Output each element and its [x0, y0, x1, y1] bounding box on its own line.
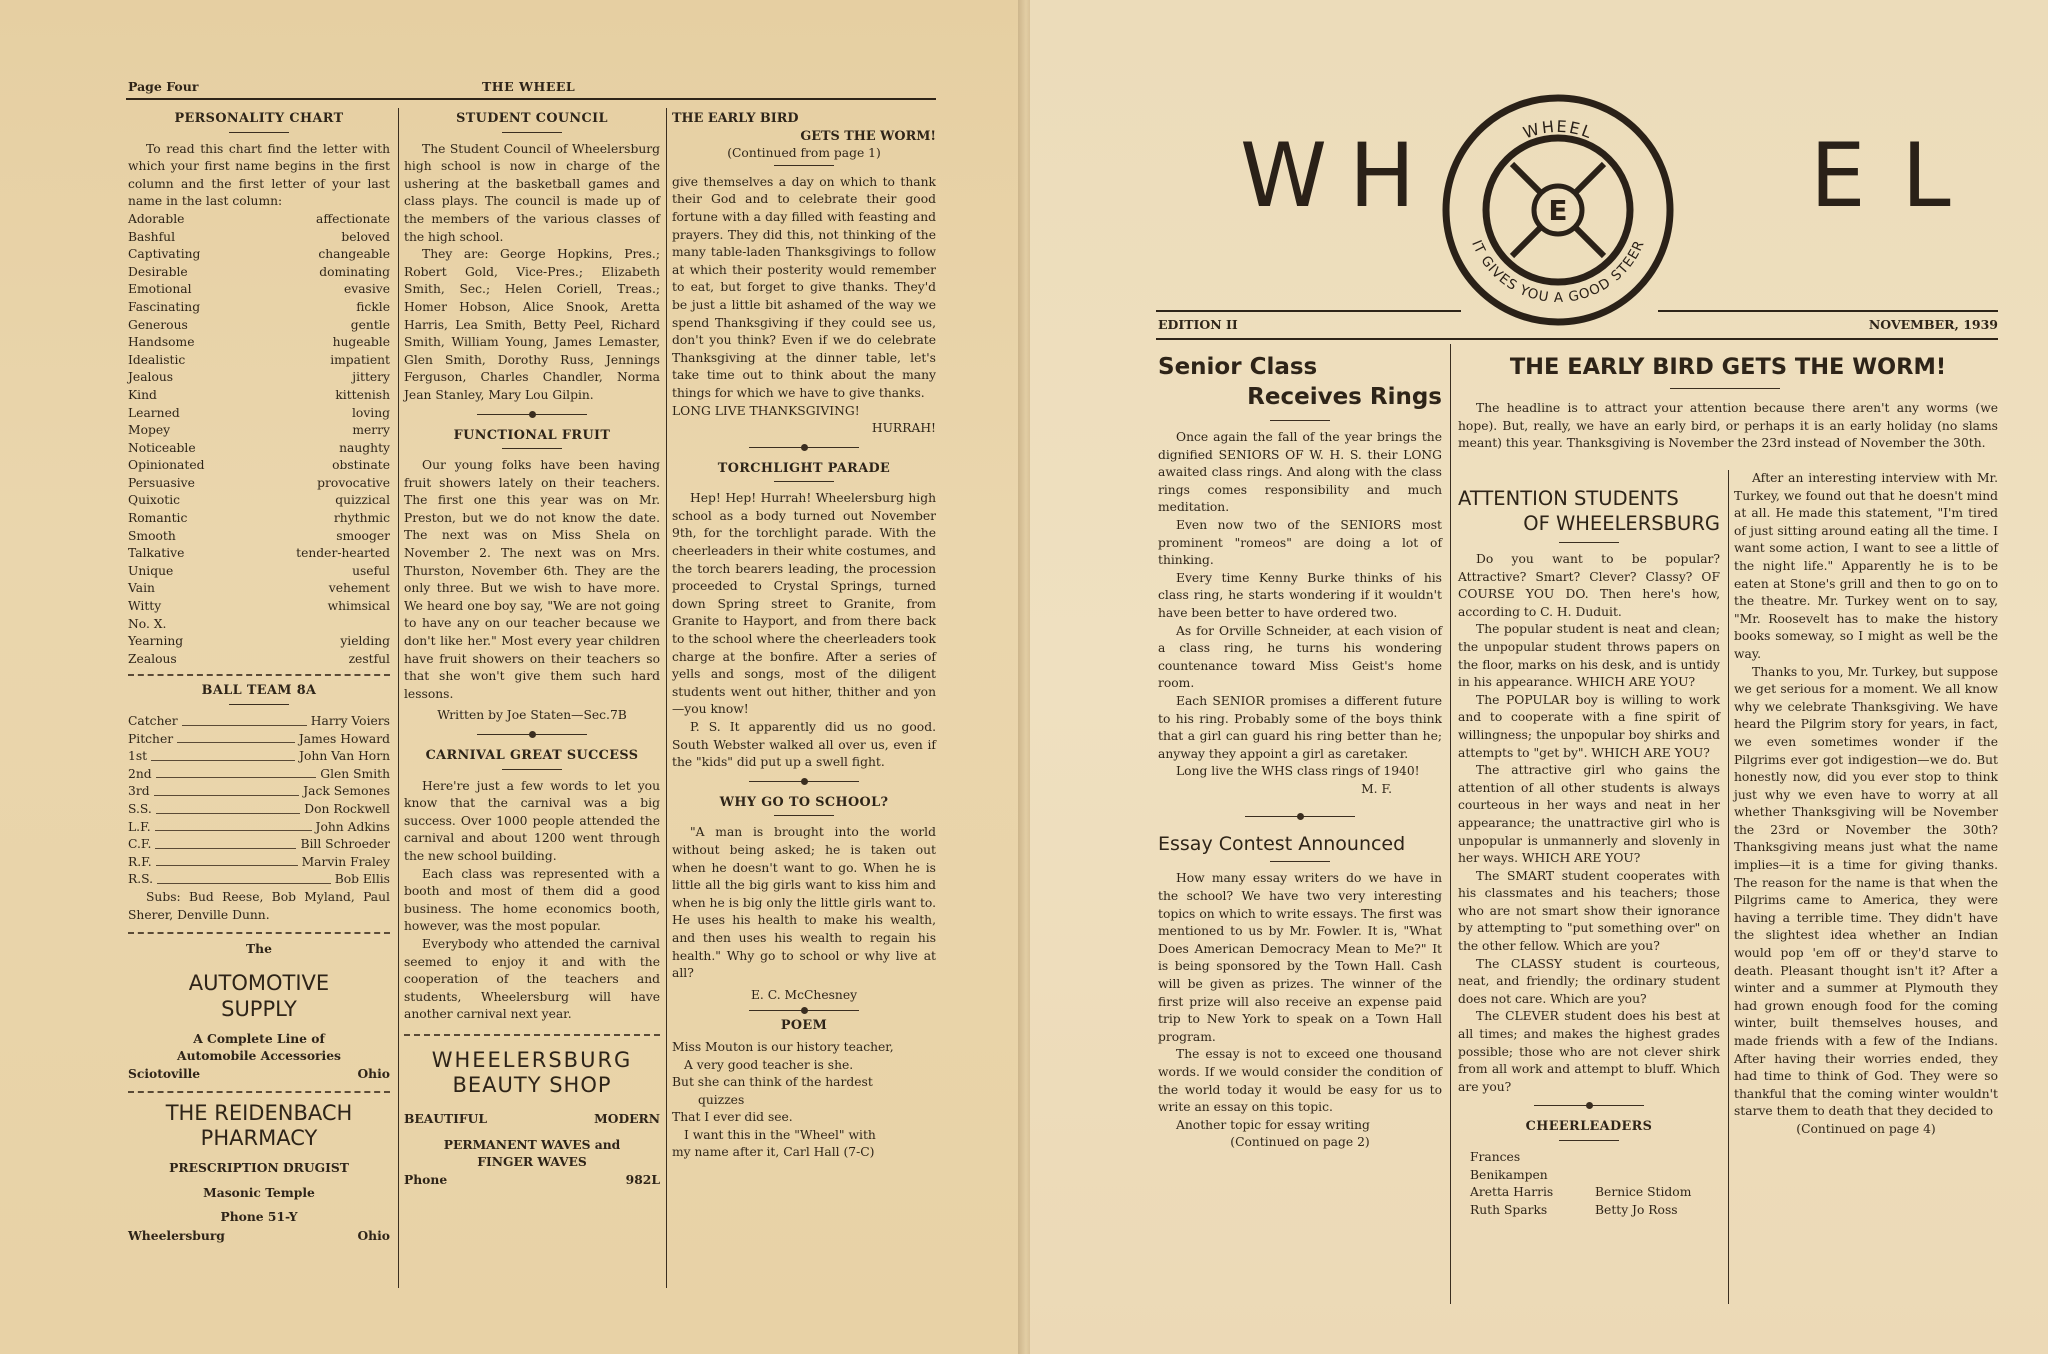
dashed-divider — [404, 1034, 660, 1036]
chart-row — [128, 598, 390, 616]
senior-p6: Long live the WHS class rings of 1940! — [1176, 764, 1420, 779]
cheerleader-name: Ruth Sparks — [1470, 1202, 1548, 1217]
poem-line: A very good teacher is she. — [684, 1057, 854, 1072]
chart-row-right: beloved — [341, 229, 390, 244]
chart-row — [128, 387, 390, 405]
ad-line3: FINGER WAVES — [477, 1154, 587, 1170]
ad-tagline2: Automobile Accessories — [177, 1048, 341, 1064]
dot-divider — [477, 734, 587, 735]
cheerleader-name: Betty Jo Ross — [1595, 1202, 1678, 1217]
early-bird-continued: (Continued from page 1) — [727, 146, 881, 161]
ball-team-rows — [128, 713, 390, 889]
chart-row-right: smooger — [336, 528, 390, 543]
chart-row-left: Quixotic — [128, 493, 181, 508]
personality-chart-rows — [128, 211, 390, 668]
ad-phone-label: Phone — [404, 1171, 448, 1187]
early-bird-p2: LONG LIVE THANKSGIVING! — [672, 403, 860, 418]
chart-row-right: fickle — [356, 299, 390, 314]
senior-p2: Even now two of the SENIORS most prominent "romeos" are doing a lot of thinking. — [1158, 517, 1442, 568]
team-row-right: Bill Schroeder — [300, 837, 390, 852]
chart-row — [128, 369, 390, 387]
ad-descriptors — [404, 1110, 660, 1128]
chart-row-left: Handsome — [128, 335, 195, 350]
chart-row-left: Idealistic — [128, 352, 186, 367]
poem-lines — [672, 1039, 936, 1162]
masthead-left: WH — [1240, 124, 1438, 227]
divider — [1559, 1140, 1619, 1141]
chart-row — [128, 580, 390, 598]
chart-row-left: Smooth — [128, 528, 176, 543]
chart-row-left: Kind — [128, 387, 157, 402]
carnival-p2: Each class was represented with a booth and most of them did a good business. The home economics booth, however, was the most popular. — [404, 866, 660, 934]
attention-heading2: OF WHEELERSBURG — [1523, 512, 1720, 535]
divider — [774, 815, 834, 816]
cheerleader-row — [1458, 1184, 1720, 1202]
column-3 — [672, 110, 936, 1162]
ad-name-line2: BEAUTY SHOP — [452, 1072, 612, 1097]
right-page — [1030, 0, 2048, 1354]
early-bird-continued: (Continued on page 4) — [1796, 1121, 1936, 1136]
ad-name-line1: THE REIDENBACH — [165, 1100, 353, 1125]
divider — [502, 132, 562, 133]
team-row — [128, 836, 390, 854]
team-row — [128, 871, 390, 889]
chart-row-left: Jealous — [128, 370, 174, 385]
chart-row-left: Desirable — [128, 264, 188, 279]
poem-line: Miss Mouton is our history teacher, — [672, 1039, 894, 1054]
carnival-heading: CARNIVAL GREAT SUCCESS — [425, 748, 639, 763]
chart-row-right: useful — [352, 563, 390, 578]
divider — [502, 448, 562, 449]
essay-p3: Another topic for essay writing — [1176, 1117, 1370, 1132]
column-1 — [128, 110, 390, 1245]
ad-state: Ohio — [357, 1065, 390, 1081]
masthead-right: EL — [1810, 124, 1987, 227]
emblem-top-text: WHEEL — [1520, 116, 1596, 143]
column-middle — [1458, 486, 1720, 1219]
team-row-left: C.F. — [128, 837, 152, 852]
team-row — [128, 783, 390, 801]
ad-name-line1: WHEELERSBURG — [431, 1047, 633, 1072]
early-bird-intro: The headline is to attract your attention because there aren't any worms (we hope). But, really, we have an early bird, or perhaps it is an early holiday (no slams meant) this year. Thanksgiving is November the 23rd instead of November the 30th. — [1458, 401, 1998, 451]
divider — [229, 704, 289, 705]
chart-row-left: Captivating — [128, 247, 201, 262]
team-row-left: R.S. — [128, 872, 154, 887]
why-school-byline: E. C. McChesney — [750, 987, 858, 1002]
chart-row-right: yielding — [340, 634, 390, 649]
early-bird-intro-block — [1458, 400, 1998, 453]
ad-name-line1: AUTOMOTIVE — [188, 970, 330, 995]
leader-line — [177, 731, 295, 744]
divider — [1670, 388, 1780, 389]
column-rule — [666, 108, 667, 1288]
leader-line — [151, 748, 295, 761]
senior-p3: Every time Kenny Burke thinks of his class ring, he starts wondering if it wouldn't have been better to have ordered two. — [1158, 570, 1442, 620]
cheerleader-name — [1595, 1149, 1720, 1184]
ad-name-line2: PHARMACY — [200, 1125, 318, 1150]
ad-right-word: MODERN — [594, 1110, 660, 1126]
poem-line: I want this in the "Wheel" with — [684, 1127, 876, 1142]
emblem-center-letter: E — [1548, 194, 1568, 227]
leader-line — [154, 783, 300, 796]
divider — [1270, 420, 1330, 421]
chart-row — [128, 422, 390, 440]
poem-heading: POEM — [780, 1018, 828, 1034]
column-left — [1158, 352, 1442, 1152]
ad-reidenbach-pharmacy — [128, 1101, 390, 1245]
chart-row — [128, 528, 390, 546]
page-number: Page Four — [128, 79, 199, 94]
chart-row-right: rhythmic — [333, 511, 390, 526]
chart-row-left: Witty — [128, 599, 162, 614]
team-row-right: Don Rockwell — [304, 801, 390, 816]
ad-the: The — [246, 941, 272, 957]
divider — [1270, 861, 1330, 862]
ad-name-line2: SUPPLY — [221, 996, 297, 1021]
chart-row — [128, 352, 390, 370]
ad-city: Sciotoville — [128, 1065, 201, 1081]
dot-divider — [1534, 1105, 1644, 1106]
team-row-left: S.S. — [128, 801, 152, 816]
chart-row-left: Vain — [128, 581, 155, 596]
team-row-left: R.F. — [128, 854, 152, 869]
early-bird-heading1: THE EARLY BIRD — [672, 111, 799, 126]
personality-chart-intro: To read this chart find the letter with which your first name begins in the first column and the first letter of your last name in the last column: — [128, 141, 390, 209]
column-rule — [398, 108, 399, 1288]
header-title: THE WHEEL — [482, 79, 576, 94]
chart-row-right: loving — [351, 405, 390, 420]
team-row-right: Harry Voiers — [310, 714, 390, 728]
masthead-rule-left — [1156, 310, 1461, 312]
carnival-p3: Everybody who attended the carnival seemed to enjoy it and with the cooperation of the teachers and students, Wheelersburg will have another carnival next year. — [404, 936, 660, 1022]
ad-left-word: BEAUTIFUL — [404, 1110, 488, 1126]
chart-row-right: merry — [352, 423, 390, 438]
chart-row-right: zestful — [348, 651, 390, 666]
issue-date: NOVEMBER, 1939 — [1868, 317, 1998, 332]
poem-line: my name after it, Carl Hall (7-C) — [672, 1145, 875, 1160]
cheerleader-row — [1458, 1202, 1720, 1220]
team-row-right: Jack Semones — [303, 784, 390, 799]
dot-divider — [477, 414, 587, 415]
chart-row — [128, 510, 390, 528]
torchlight-p1: Hep! Hep! Hurrah! Wheelersburg high school as a body turned out November 9th, for the torchlight parade. With the cheerleaders in their white costumes, and the torch bearers leading, the procession proceeded to Crystal Springs, turned down Spring street to Granite, from Granite to Hayport, and from there back to the school where the cheerleaders took charge at the bonfire. After a series of yells and songs, most of the diligent students went out hither, thither and yon—you know! — [672, 491, 936, 717]
ad-state: Ohio — [357, 1228, 390, 1244]
chart-row — [128, 633, 390, 651]
poem-line: quizzes — [698, 1092, 745, 1107]
edition: EDITION II — [1158, 317, 1238, 332]
chart-row — [128, 229, 390, 247]
cheerleader-row — [1458, 1149, 1720, 1184]
attention-p4: The attractive girl who gains the attention of all other students is always courteous in her ways and neat in her appearance; the unattractive girl who is unpopular is unmannerly and slovenly in her ways. WHICH ARE YOU? — [1458, 763, 1720, 866]
ball-team-heading: BALL TEAM 8A — [201, 683, 317, 699]
team-row-right: Bob Ellis — [334, 872, 390, 887]
ad-location — [128, 1227, 390, 1245]
masthead-rule-right — [1658, 310, 1998, 312]
poem-line: But she can think of the hardest — [672, 1075, 873, 1090]
chart-row-right: changeable — [318, 247, 390, 262]
chart-row-left: Fascinating — [128, 299, 201, 314]
team-row — [128, 731, 390, 749]
team-row-left: Pitcher — [128, 731, 174, 746]
chart-row — [128, 492, 390, 510]
dashed-divider — [128, 932, 390, 934]
cheerleaders-list — [1458, 1149, 1720, 1219]
chart-row-right: whimsical — [327, 599, 390, 614]
dashed-divider — [128, 674, 390, 676]
chart-row-left: Mopey — [128, 423, 171, 438]
divider — [1559, 542, 1619, 543]
column-right — [1734, 470, 1998, 1139]
attention-p6: The CLASSY student is courteous, neat, and friendly; the ordinary student does not care. Which are you? — [1458, 956, 1720, 1006]
chart-row-right: quizzical — [335, 493, 390, 508]
masthead-bottom-rule — [1156, 338, 1998, 340]
wheel-emblem — [1440, 92, 1676, 328]
attention-p3: The POPULAR boy is willing to work and to cooperate with a fine spirit of willingness; the unpopular boy shirks and attempts to "get by". WHICH ARE YOU? — [1458, 692, 1720, 760]
divider — [774, 165, 834, 166]
student-council-p1: The Student Council of Wheelersburg high school is now in charge of the ushering at the basketball games and class plays. The council is made up of the members of the various classes of the high school. — [404, 141, 660, 244]
ad-city: Wheelersburg — [128, 1228, 225, 1244]
ball-team-subs: Subs: Bud Reese, Bob Myland, Paul Sherer, Denville Dunn. — [128, 889, 390, 922]
cheerleaders-heading: CHEERLEADERS — [1525, 1119, 1653, 1135]
chart-row — [128, 545, 390, 563]
ad-tagline1: A Complete Line of — [193, 1030, 325, 1046]
chart-row-left: Emotional — [128, 282, 192, 297]
dot-divider — [1245, 816, 1355, 817]
column-2 — [404, 110, 660, 1188]
team-row-right: John Van Horn — [299, 749, 390, 764]
chart-row — [128, 211, 390, 229]
chart-row — [128, 299, 390, 317]
leader-line — [156, 854, 298, 867]
chart-row-right: evasive — [343, 282, 390, 297]
cheerleader-name: Bernice Stidom — [1595, 1185, 1692, 1200]
attention-p2: The popular student is neat and clean; the unpopular student throws papers on the floor, marks on his desk, and is untidy in his appearance. WHICH ARE YOU? — [1458, 622, 1720, 690]
chart-row-left: Romantic — [128, 511, 188, 526]
chart-row — [128, 440, 390, 458]
chart-row-left: Unique — [128, 563, 174, 578]
team-row-right: Marvin Fraley — [301, 854, 390, 869]
chart-row — [128, 246, 390, 264]
chart-row-left: Adorable — [128, 211, 185, 226]
essay-heading: Essay Contest Announced — [1158, 833, 1406, 856]
chart-row-left: Opinionated — [128, 458, 205, 473]
senior-heading1: Senior Class — [1158, 354, 1318, 380]
torchlight-p2: P. S. It apparently did us no good. South Webster walked all over us, even if the "kids" did put up a swell fight. — [672, 720, 936, 770]
chart-row — [128, 317, 390, 335]
ad-phone: Phone 51-Y — [220, 1208, 298, 1224]
early-bird-headline: THE EARLY BIRD GETS THE WORM! — [1509, 354, 1947, 380]
senior-heading2: Receives Rings — [1247, 384, 1442, 410]
leader-line — [155, 836, 296, 849]
senior-p1: Once again the fall of the year brings the dignified SENIORS OF W. H. S. their LONG awaited class rings. And along with the class rings comes responsibility and much meditation. — [1158, 430, 1442, 515]
early-bird-p1: give themselves a day on which to thank their God and to celebrate their good fortune with a day filled with feasting and prayers. They did this, not thinking of the many table-laden Thanksgivings to follow at which their posterity would remember to eat, but forget to give thanks. They'd be just a little bit ashamed of the way we spend Thanksgiving if they could see us, don't you think? Even if we do celebrate Thanksgiving at the dinner table, let's take time out to think about the many things for which we have to give thanks. — [672, 174, 936, 400]
emblem-bottom-text: IT GIVES YOU A GOOD STEER — [1468, 237, 1648, 307]
chart-row-left: Persuasive — [128, 475, 195, 490]
leader-line — [182, 713, 307, 726]
chart-row-left: Zealous — [128, 651, 177, 666]
team-row-left: Catcher — [128, 714, 178, 728]
why-school-p1: "A man is brought into the world without being asked; he is taken out when he doesn't want to go. When he is little all the big girls want to kiss him and when he is big only the little girls want to. He uses his health to make his wealth, and then uses his wealth to regain his health." Why go to school or why live at all? — [672, 825, 936, 981]
column-rule — [1728, 470, 1729, 1304]
attention-p5: The SMART student cooperates with his classmates and his teachers; those who are not smart show their ignorance by attempting to "put something over" on the other fellow. Which are you? — [1458, 868, 1720, 954]
senior-p5: Each SENIOR promises a different future to his ring. Probably some of the boys think that a girl can guard his ring better than he; anyway they appoint a girl as caretaker. — [1158, 693, 1442, 761]
ad-tagline: PRESCRIPTION DRUGIST — [169, 1159, 349, 1175]
chart-row-left: Bashful — [128, 229, 176, 244]
chart-row-right: dominating — [319, 264, 390, 279]
senior-byline: M. F. — [1361, 781, 1392, 796]
early-bird-p1: After an interesting interview with Mr. Turkey, we found out that he doesn't mind at all. He made this statement, "I'm tired of just sitting around eating all the time. I want some action, I want to see a little of the night life." Apparently he is to be eaten at Stone's grill and then to go on to the theatre. Mr. Turkey went on to say, "Mr. Roosevelt has to make the history books someway, so I might as well be the way. — [1734, 471, 1998, 661]
team-row-right: Glen Smith — [320, 766, 390, 781]
chart-row-left: Learned — [128, 405, 180, 420]
team-row — [128, 819, 390, 837]
poem-line: That I ever did see. — [672, 1110, 793, 1125]
ad-location — [128, 1065, 390, 1083]
functional-fruit-p1: Our young folks have been having fruit showers lately on their teachers. The first one this year was on Mr. Preston, but we do not know the date. The next was on Miss Shela on November 2. The next was on Mrs. Thurston, November 6th. They are the only three. But we wish to have more. We heard one boy say, "We are not going to have any on our teacher because we don't like her." Most every year children have fruit showers on their teachers so that she won't give them such hard lessons. — [404, 458, 660, 701]
divider — [229, 132, 289, 133]
divider — [774, 481, 834, 482]
essay-p2: The essay is not to exceed one thousand words. If we would consider the condition of the world today it would be easy for us to write an essay on this topic. — [1158, 1047, 1442, 1115]
team-row — [128, 766, 390, 784]
ad-phone: 982L — [625, 1171, 660, 1187]
early-bird-p2: Thanks to you, Mr. Turkey, but suppose we get serious for a moment. We all know why we celebrate Thanksgiving. We have heard the Pilgrim story for years, in fact, we even sometimes wonder if the Pilgrims ever got indigestion—we do. But honestly now, did you ever stop to think just why we even have to worry at all whether Thanksgiving will be November the 23rd or November the 30th? Thanksgiving means just what the name implies—it is a time for giving thanks. The reason for the name is that when the Pilgrims came to America, they were having a terrible time. They didn't have the slightest idea whether an Indian would pop 'em off or they'd starve to death. Pleasant thought isn't it? After a winter and a summer at Plymouth they had grown enough food for the coming winter, built themselves houses, and made friends with a few of the Indians. After having their worries ended, they had time to think of God. They were so thankful that the coming winter wouldn't starve them to death that they decided to — [1734, 664, 1998, 1119]
chart-row — [128, 475, 390, 493]
team-row — [128, 854, 390, 872]
personality-chart-heading: PERSONALITY CHART — [174, 111, 344, 126]
chart-row-right: jittery — [352, 370, 390, 385]
ad-line2: PERMANENT WAVES and — [443, 1136, 621, 1152]
chart-row-right: impatient — [330, 352, 390, 367]
cheerleader-name: Frances Benikampen — [1470, 1150, 1548, 1182]
team-row-left: 2nd — [128, 766, 152, 781]
leader-line — [156, 801, 300, 814]
ad-address: Masonic Temple — [203, 1185, 315, 1201]
chart-row-right: provocative — [317, 475, 390, 490]
dashed-divider — [128, 1091, 390, 1093]
chart-row — [128, 405, 390, 423]
leader-line — [156, 766, 317, 779]
dot-divider — [749, 447, 859, 448]
chart-row — [128, 651, 390, 669]
leader-line — [155, 819, 312, 832]
dot-divider — [749, 781, 859, 782]
team-row — [128, 748, 390, 766]
team-row — [128, 801, 390, 819]
essay-p1: How many essay writers do we have in the school? We have two very interesting topics on which to write essays. The first was mentioned to us by Mr. Fowler. It is, "What Does American Democracy Mean to Me?" It is being sponsored by the Town Hall. Cash will be given as prizes. The winner of the first prize will also receive an expense paid trip to New York to speak on a Town Hall program. — [1158, 871, 1442, 1044]
team-row-left: L.F. — [128, 819, 151, 834]
chart-row — [128, 264, 390, 282]
team-row-left: 3rd — [128, 784, 150, 799]
functional-fruit-heading: FUNCTIONAL FRUIT — [453, 427, 611, 443]
chart-row — [128, 281, 390, 299]
leader-line — [157, 871, 331, 884]
chart-row-right: naughty — [339, 440, 390, 455]
chart-row-right: hugeable — [332, 335, 390, 350]
chart-row-right: obstinate — [332, 458, 390, 473]
chart-row-left: Generous — [128, 317, 188, 332]
ad-beauty-shop — [404, 1048, 660, 1188]
chart-row — [128, 563, 390, 581]
left-page — [0, 0, 1022, 1354]
student-council-p2: They are: George Hopkins, Pres.; Robert Gold, Vice-Pres.; Elizabeth Smith, Sec.; Helen Coriell, Treas.; Homer Hobson, Alice Snook, Aretta Harris, Lea Smith, Betty Peel, Richard Smith, William Young, James Lemaster, Glen Smith, Dorothy Russ, Jennings Ferguson, Charles Chandler, Norma Jean Stanley, Mary Lou Gilpin. — [404, 247, 660, 402]
team-row-right: James Howard — [298, 731, 390, 746]
chart-row-right: kittenish — [335, 387, 390, 402]
chart-row-left: Yearning — [128, 634, 184, 649]
chart-row-left: Noticeable — [128, 440, 196, 455]
early-bird-heading2: GETS THE WORM! — [800, 128, 936, 144]
chart-row-right: vehement — [328, 581, 390, 596]
attention-p7: The CLEVER student does his best at all times; and makes the highest grades possible; those who are not clever shirk from all work and attempt to bluff. Which are you? — [1458, 1009, 1720, 1094]
student-council-heading: STUDENT COUNCIL — [456, 111, 608, 126]
carnival-p1: Here're just a few words to let you know that the carnival was a big success. Over 1000 people attended the carnival and about 1200 went through the new school building. — [404, 778, 660, 863]
column-rule — [1450, 344, 1451, 1304]
ad-automotive-supply — [128, 940, 390, 1082]
why-school-heading: WHY GO TO SCHOOL? — [719, 794, 889, 810]
ad-phone-row — [404, 1171, 660, 1189]
attention-p1: Do you want to be popular? Attractive? Smart? Clever? Classy? OF COURSE YOU DO. Then here's how, according to C. H. Duduit. — [1458, 552, 1720, 619]
cheerleader-name: Aretta Harris — [1470, 1185, 1554, 1200]
header-rule — [126, 98, 936, 100]
torchlight-heading: TORCHLIGHT PARADE — [717, 460, 891, 476]
essay-continued: (Continued on page 2) — [1230, 1135, 1370, 1150]
dot-divider — [749, 1010, 859, 1011]
chart-row — [128, 457, 390, 475]
chart-row-right: gentle — [350, 317, 390, 332]
team-row — [128, 713, 390, 731]
functional-fruit-byline: Written by Joe Staten—Sec.7B — [437, 708, 627, 723]
divider — [502, 769, 562, 770]
chart-row-right: affectionate — [316, 211, 390, 226]
chart-row-right: tender-hearted — [296, 546, 390, 561]
chart-row-left: No. X. — [128, 616, 167, 631]
chart-row — [128, 334, 390, 352]
team-row-right: John Adkins — [315, 819, 390, 834]
team-row-left: 1st — [128, 749, 148, 764]
attention-heading1: ATTENTION STUDENTS — [1458, 487, 1679, 510]
chart-row-left: Talkative — [128, 546, 185, 561]
senior-p4: As for Orville Schneider, at each vision of a class ring, he turns his wondering countenance toward Miss Geist's home room. — [1158, 623, 1442, 691]
early-bird-closing: HURRAH! — [871, 421, 936, 436]
chart-row — [128, 616, 390, 634]
